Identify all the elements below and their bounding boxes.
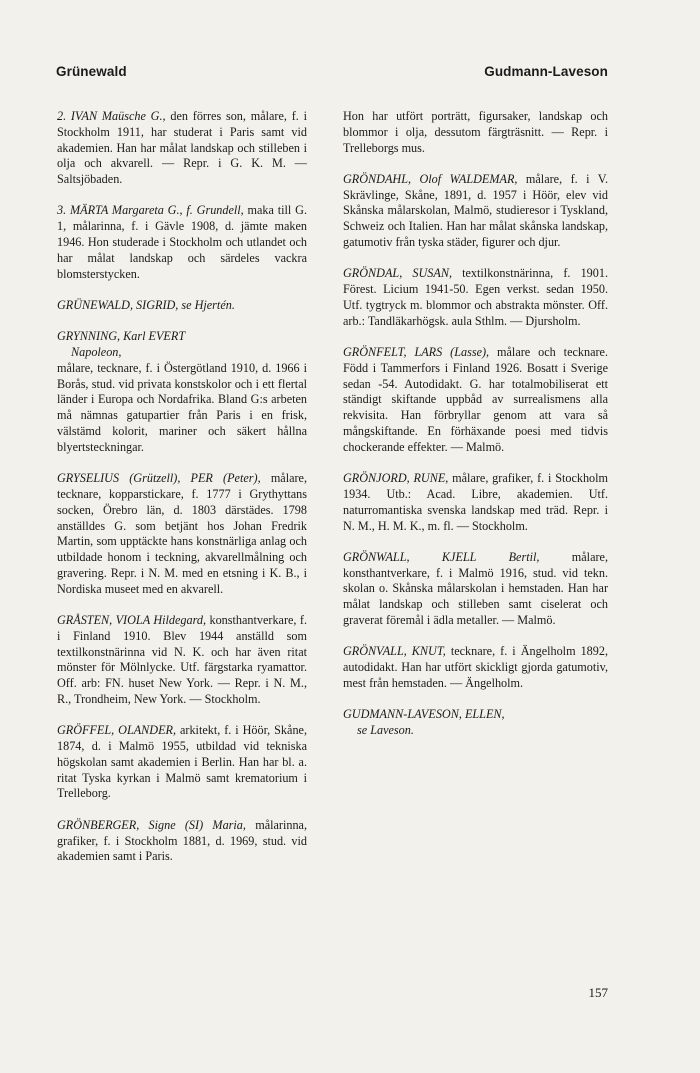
- entry-heading: GUDMANN-LAVESON, ELLEN,: [343, 707, 505, 722]
- entry-heading: GRÖNWALL, KJELL Bertil,: [343, 549, 540, 564]
- entry-grynning: [57, 329, 307, 455]
- entry-heading: 3. MÄRTA Margareta G., f. Grundell,: [57, 203, 244, 218]
- running-head-right: Gudmann-Laveson: [484, 64, 608, 79]
- entry-text: målare, tecknare, f. i Östergötland 1910, d. 1966 i Borås, stud. vid privata konstskolor och i ett flertal länder i Europa och Nordafrika. Bland G:s arbeten må nämnas gatupartier från Paris i en frisk, välstämd kolorit, mariner och säkert hållna blyertsteckningar.: [57, 360, 307, 454]
- entry-gronfelt: [343, 345, 608, 456]
- entry-heading: GRÖNDAHL, Olof WALDEMAR,: [343, 171, 518, 186]
- entry-text: konsthantverkare, f. i Finland 1910. Blev 1944 anställd som textilkonstnärinna vid N. K. och har även ritat mönster för Mölnlycke. Utf. färgstarka ryamattor. Off. arb: FN. huset New York. — Repr. i N. M., R., Trondheim, New York. — Stockholm.: [57, 613, 307, 706]
- entry-heading: GRÖNVALL, KNUT,: [343, 644, 446, 659]
- entry-subheading: se Laveson.: [357, 723, 414, 737]
- entry-gronberger: [57, 818, 307, 865]
- page-number: 157: [588, 985, 608, 1000]
- entry-text: målare och tecknare. Född i Tammerfors i Finland 1926. Bosatt i Sverige sedan -54. Autodidakt. G. har totalmobiliserat ett ständigt skiftande uppbåd av surrealismens alla rekvisita. Han förbryllar genom att vara så mångskiftande. En förhäxande poesi med tidvis chockerande effekter. — Malmö.: [343, 345, 608, 454]
- entry-ivan: [57, 109, 307, 188]
- entry-text: målare, konsthantverkare, f. i Malmö 1916, stud. vid tekn. skolan o. Skånska målarskolan i hemstaden. Han har målat landskap och stilleben samt ciselerat och graverat föremål i ädla metaller. — Malmö.: [343, 549, 608, 628]
- entry-heading: GRÅSTEN, VIOLA Hildegard,: [57, 613, 207, 628]
- entry-heading: GRÖNBERGER, Signe (SI) Maria,: [57, 817, 246, 832]
- entry-heading: 2. IVAN Maüsche G.,: [57, 109, 166, 123]
- entry-heading: GRYSELIUS (Grützell), PER (Peter),: [57, 471, 261, 486]
- entry-text: arkitekt, f. i Höör, Skåne, 1874, d. i Malmö 1955, utbildad vid tekniska högskolan samt akademien i Berlin. Han har bl. a. ritat Tyska kyrkan i Malmö samt krematorium i Trelleborg.: [57, 723, 307, 801]
- entry-gronvall: [343, 644, 608, 691]
- entry-text: målarinna, grafiker, f. i Stockholm 1881, d. 1969, stud. vid akademien samt i Paris.: [57, 817, 307, 864]
- entry-grondal: [343, 266, 608, 329]
- entry-groffel: [57, 723, 307, 802]
- entry-grunewald-sigrid: [57, 298, 307, 314]
- entry-heading: GRÖNFELT, LARS (Lasse),: [343, 345, 490, 360]
- entry-marta: [57, 203, 307, 282]
- entry-text: Hon har utfört porträtt, figursaker, landskap och blommor i olja, dessutom färgträsnitt. — Repr. i Trelleborgs mus.: [343, 109, 608, 155]
- entry-gronberger-continued: [343, 109, 608, 156]
- entry-heading: GRÖNDAL, SUSAN,: [343, 266, 452, 281]
- running-head-left: Grünewald: [56, 64, 127, 79]
- entry-grondahl: [343, 172, 608, 251]
- entry-text: målare, f. i V. Skrävlinge, Skåne, 1891, d. 1957 i Höör, elev vid Skånska målarskolan, Malmö, studieresor i Tyskland, Schweiz och Italien. Han har målat skånska landskap, gatumotiv från tyska städer, figurer och djur.: [343, 171, 609, 250]
- entry-subheading: Napoleon,: [71, 345, 122, 360]
- entry-gudmann-laveson: [343, 707, 608, 739]
- entry-heading: GRÜNEWALD, SIGRID, se Hjertén.: [57, 297, 235, 312]
- entry-heading: GRYNNING, Karl EVERT: [57, 329, 186, 344]
- entry-gronjord: [343, 471, 608, 534]
- entry-gronwall: [343, 550, 608, 629]
- entry-heading: GRÖFFEL, OLANDER,: [57, 723, 177, 738]
- entry-gryselius: [57, 471, 307, 597]
- entry-heading: GRÖNJORD, RUNE,: [343, 471, 449, 486]
- entry-grasten: [57, 613, 307, 708]
- right-column: [343, 109, 608, 754]
- entry-text: målare, tecknare, kopparstickare, f. 1777 i Grythyttans socken, Örebro län, d. 1803 därstädes. 1798 anställdes G. som betjänt hos Johan Fredrik Martin, som upptäckte hans konstnärliga anlag och utbildade honom i teckning, akvarellmålning och gravering. Repr. i N. M. med en etsning i K. B., i Nordiska museet med en akvarell.: [57, 471, 308, 596]
- entry-text: målare, grafiker, f. i Stockholm 1934. Utb.: Acad. Libre, akademien. Utf. naturromantiska svenska landskap med träd. Repr. i N. M., H. M. K., m. fl. — Stockholm.: [343, 471, 609, 533]
- entry-text: tecknare, f. i Ängelholm 1892, autodidakt. Han har utfört skickligt gjorda gatumotiv, mest från hemstaden. — Ängelholm.: [343, 644, 608, 690]
- entry-text: den förres son, målare, f. i Stockholm 1911, har studerat i Paris samt vid akademien. Han har målat landskap och stilleben i olja och akvarell. — Repr. i G. K. M. — Saltsjöbaden.: [57, 109, 308, 187]
- left-column: [57, 109, 307, 881]
- entry-text: textilkonstnärinna, f. 1901. Förest. Licium 1941-50. Egen verkst. sedan 1950. Utf. tygtryck m. blommor och abstrakta mönster. Off. arb.: Tandläkarhögsk. aula Sthlm. — Djursholm.: [343, 266, 608, 328]
- entry-text: maka till G. 1, målarinna, f. i Gävle 1908, d. jämte maken 1946. Hon studerade i Stockholm och utlandet och har målat landskap och särdeles vackra blomsterstycken.: [57, 203, 307, 281]
